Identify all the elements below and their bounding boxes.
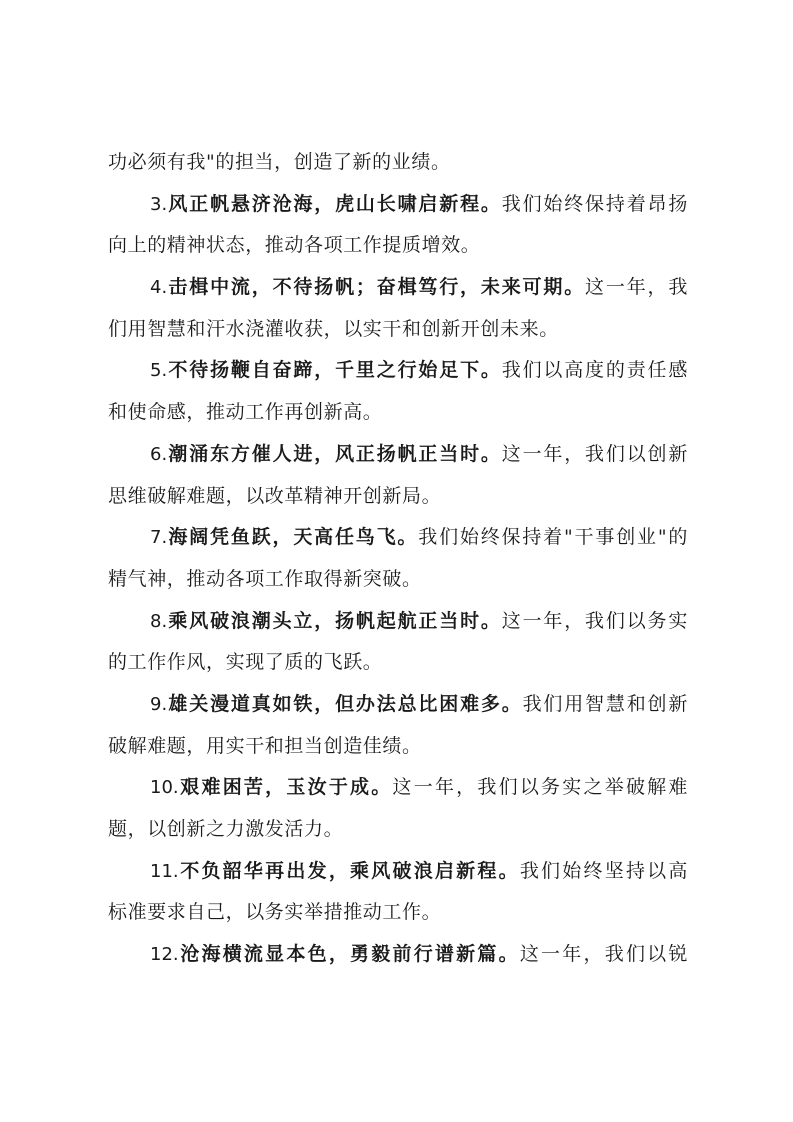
list-item-5-line-2 xyxy=(108,392,688,434)
item-body-continued: 思维破解难题，以改革精神开创新局。 xyxy=(108,484,442,507)
item-number: 10. xyxy=(150,777,179,799)
list-item-12-line-1 xyxy=(108,934,688,976)
list-item-11-line-2 xyxy=(108,892,688,934)
item-body-continued: 的工作作风，实现了质的飞跃。 xyxy=(108,651,383,674)
list-item-3-line-1 xyxy=(108,184,688,226)
list-item-10-line-1 xyxy=(108,767,688,809)
item-number: 5. xyxy=(150,360,168,382)
item-body: 这一年，我们以锐 xyxy=(519,943,688,966)
item-number: 8. xyxy=(150,610,168,632)
item-number: 4. xyxy=(150,277,168,299)
item-body-continued: 精气神，推动各项工作取得新突破。 xyxy=(108,567,422,590)
item-number: 12. xyxy=(150,944,179,966)
list-item-9-line-1 xyxy=(108,684,688,726)
list-item-11-line-1 xyxy=(108,851,688,893)
list-item-7-line-1 xyxy=(108,517,688,559)
item-body-continued: 们用智慧和汗水浇灌收获，以实干和创新开创未来。 xyxy=(108,317,559,340)
list-item-6-line-1 xyxy=(108,434,688,476)
list-item-8-line-2 xyxy=(108,642,688,684)
lead-paragraph-line xyxy=(108,142,688,184)
item-body-continued: 和使命感，推动工作再创新高。 xyxy=(108,401,383,424)
item-heading: 风正帆悬济沧海，虎山长啸启新程。 xyxy=(167,192,502,215)
item-number: 3. xyxy=(150,193,168,215)
lead-text: 功必须有我"的担当，创造了新的业绩。 xyxy=(108,151,451,173)
item-heading: 潮涌东方催人进，风正扬帆正当时。 xyxy=(167,442,502,465)
item-body-continued: 向上的精神状态，推动各项工作提质增效。 xyxy=(108,234,481,257)
item-number: 11. xyxy=(150,860,179,882)
item-body: 这一年，我们以创新 xyxy=(501,442,688,465)
list-item-8-line-1 xyxy=(108,601,688,643)
item-heading: 沧海横流显本色，勇毅前行谱新篇。 xyxy=(178,943,520,966)
item-body: 这一年，我们以务实 xyxy=(501,609,688,632)
item-number: 9. xyxy=(150,693,168,715)
item-body: 这一年，我 xyxy=(585,276,688,299)
list-item-9-line-2 xyxy=(108,726,688,768)
item-heading: 不负韶华再出发，乘风破浪启新程。 xyxy=(178,859,520,882)
item-body-continued: 破解难题，用实干和担当创造佳绩。 xyxy=(108,734,422,757)
list-item-4-line-2 xyxy=(108,309,688,351)
item-number: 6. xyxy=(150,443,168,465)
item-heading: 艰难困苦，玉汝于成。 xyxy=(178,776,393,799)
item-heading: 不待扬鞭自奋蹄，千里之行始足下。 xyxy=(167,359,502,382)
item-heading: 海阔凭鱼跃，天高任鸟飞。 xyxy=(167,526,419,549)
item-body: 我们始终坚持以高 xyxy=(519,859,688,882)
list-item-7-line-2 xyxy=(108,559,688,601)
item-heading: 乘风破浪潮头立，扬帆起航正当时。 xyxy=(167,609,502,632)
list-item-3-line-2 xyxy=(108,225,688,267)
item-heading: 雄关漫道真如铁，但办法总比困难多。 xyxy=(167,692,523,715)
list-item-10-line-2 xyxy=(108,809,688,851)
item-body: 我们用智慧和创新 xyxy=(522,692,688,715)
item-heading: 击楫中流，不待扬帆；奋楫笃行，未来可期。 xyxy=(167,276,586,299)
item-body-continued: 题，以创新之力激发活力。 xyxy=(108,818,344,840)
item-body: 我们始终保持着"干事创业"的 xyxy=(418,526,688,549)
document-body xyxy=(108,142,688,976)
list-item-4-line-1 xyxy=(108,267,688,309)
item-body: 我们始终保持着昂扬 xyxy=(501,192,688,215)
item-body-continued: 标准要求自己，以务实举措推动工作。 xyxy=(108,901,442,924)
item-body: 我们以高度的责任感 xyxy=(501,359,688,382)
item-body: 这一年，我们以务实之举破解难 xyxy=(392,776,688,799)
item-number: 7. xyxy=(150,527,168,549)
list-item-5-line-1 xyxy=(108,350,688,392)
list-item-6-line-2 xyxy=(108,476,688,518)
